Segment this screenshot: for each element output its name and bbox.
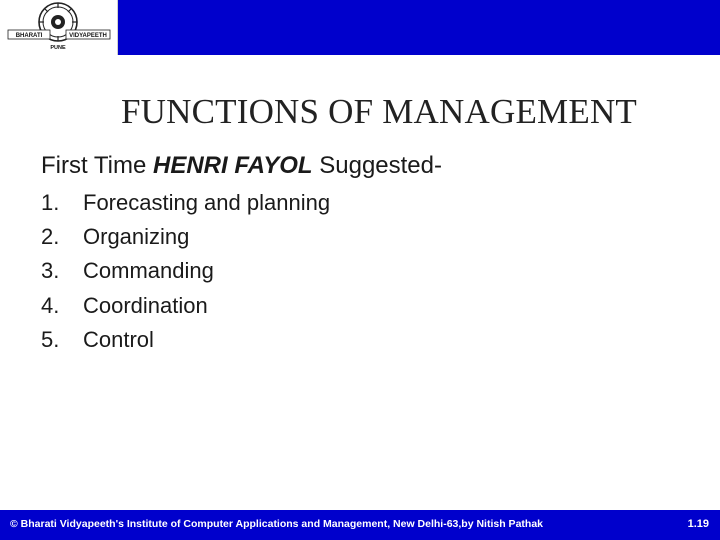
list-item-text: Coordination [83,292,208,318]
subtitle-emphasis: HENRI FAYOL [153,152,313,179]
list-item-text: Control [83,326,154,352]
bharati-vidyapeeth-emblem-icon [0,0,117,55]
header-bar [0,0,720,55]
page-number: 1.19 [687,518,709,530]
subtitle [41,152,442,180]
subtitle-suffix: Suggested- [319,152,442,179]
list-item-text: Commanding [83,258,214,284]
list-item-number: 5. [41,326,60,352]
list-item-text: Forecasting and planning [83,190,331,215]
list-item-number: 4. [41,292,60,318]
logo-bottom-text: PUNE [50,45,66,51]
logo [0,0,118,55]
copyright-text: © Bharati Vidyapeeth's Institute of Computer Applications and Management, New Delhi-63,by Nitish Pathak [10,518,543,530]
logo-left-text: BHARATI [15,33,43,39]
list-item-text: Organizing [83,224,190,250]
subtitle-prefix: First Time [41,152,147,179]
page-title: FUNCTIONS OF MANAGEMENT [120,92,637,131]
list-item-number: 1. [41,190,60,215]
list-item-number: 3. [41,258,60,284]
list-item-number: 2. [41,224,60,250]
logo-right-text: VIDYAPEETH [69,33,107,39]
footer-bar [0,510,720,540]
